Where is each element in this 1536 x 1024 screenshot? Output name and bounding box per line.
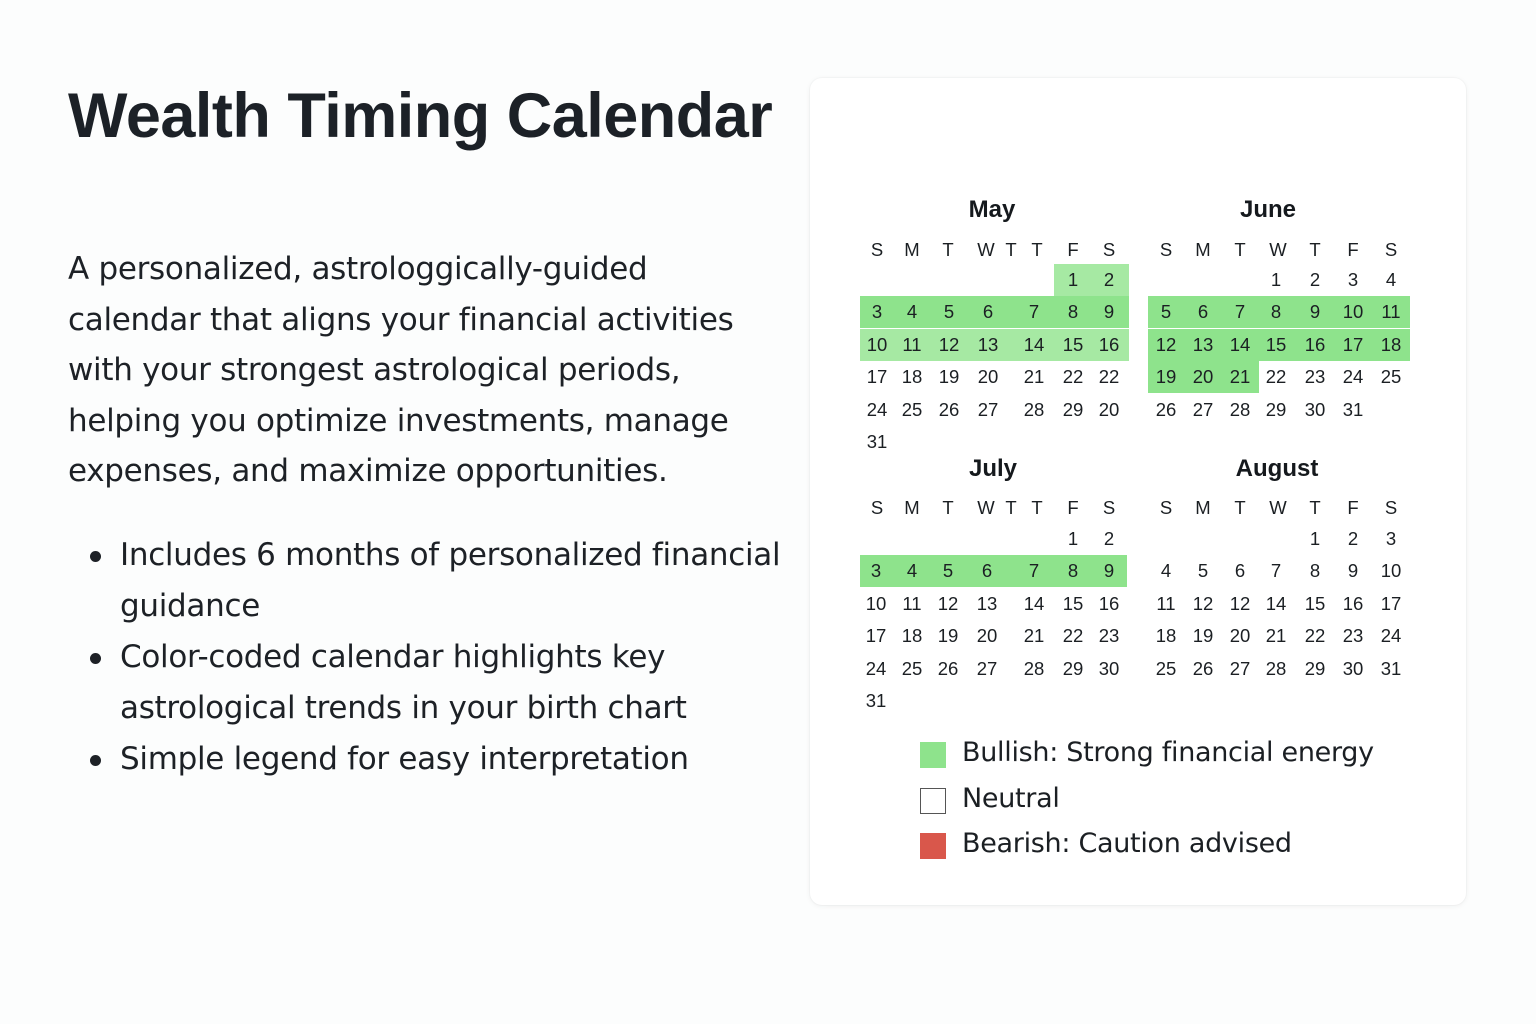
day-cell: 21	[1023, 366, 1045, 388]
day-cell: 30	[1304, 398, 1326, 420]
weekday-label: S	[870, 497, 884, 518]
day-cell: 19	[937, 625, 959, 647]
day-cell: 4	[906, 301, 918, 323]
weekday-label: F	[1347, 239, 1359, 260]
day-cell: 12	[1155, 333, 1177, 355]
weekday-label: S	[1159, 239, 1173, 260]
day-cell: 21	[1265, 625, 1287, 647]
highlight-band	[1054, 264, 1129, 296]
legend-label: Bearish: Caution advised	[962, 828, 1292, 859]
weekday-label: M	[904, 239, 920, 260]
weekday-label: S	[1384, 239, 1398, 260]
description: A personalized, astrologgically-guided calendar that aligns your financial activities with your strongest astrological periods, helping you optimize investments, manage expenses, and maximize opportunities.	[68, 251, 734, 489]
day-cell: 31	[1342, 398, 1364, 420]
day-cell: 19	[938, 366, 960, 388]
day-cell: 9	[1347, 560, 1359, 582]
weekday-label: T	[1005, 497, 1017, 518]
day-cell: 11	[902, 333, 922, 355]
day-cell: 29	[1304, 657, 1326, 679]
day-cell: 9	[1309, 301, 1321, 323]
day-cell: 6	[1234, 560, 1246, 582]
day-cell: 18	[901, 625, 923, 647]
day-cell: 5	[942, 560, 954, 582]
day-cell: 24	[1380, 625, 1402, 647]
day-cell: 3	[871, 301, 883, 323]
day-cell: 10	[865, 592, 887, 614]
day-cell: 31	[1380, 657, 1402, 679]
day-cell: 24	[1342, 366, 1364, 388]
day-cell: 27	[1192, 398, 1214, 420]
day-cell: 24	[866, 398, 888, 420]
day-cell: 20	[1098, 398, 1120, 420]
day-cell: 8	[1067, 301, 1079, 323]
day-cell: 19	[1192, 625, 1214, 647]
day-cell: 10	[1380, 560, 1402, 582]
weekday-label: T	[1031, 497, 1043, 518]
day-cell: 31	[866, 431, 888, 452]
day-cell: 25	[1155, 657, 1177, 679]
day-cell: 11	[902, 592, 922, 614]
day-cell: 2	[1103, 269, 1115, 290]
month-name: May	[968, 196, 1016, 223]
day-cell: 5	[1160, 301, 1172, 323]
day-cell: 5	[1197, 560, 1209, 582]
day-cell: 29	[1062, 398, 1084, 420]
day-cell: 18	[1155, 625, 1177, 647]
day-cell: 25	[901, 398, 923, 420]
day-cell: 4	[1385, 269, 1397, 290]
weekday-label: W	[977, 497, 995, 518]
day-cell: 7	[1234, 301, 1246, 323]
day-cell: 16	[1304, 333, 1326, 355]
day-cell: 21	[1023, 625, 1045, 647]
weekday-label: W	[1269, 239, 1287, 260]
day-cell: 14	[1023, 592, 1045, 614]
day-cell: 23	[1098, 625, 1120, 647]
day-cell: 7	[1270, 560, 1282, 582]
day-cell: 26	[1192, 657, 1214, 679]
weekday-label: S	[1102, 497, 1116, 518]
day-cell: 9	[1103, 301, 1115, 323]
legend-item-bullish	[920, 737, 1380, 768]
day-cell: 6	[1197, 301, 1209, 323]
day-cell: 12	[1229, 592, 1251, 614]
day-cell: 26	[938, 398, 960, 420]
legend-label: Bullish: Strong financial energy	[962, 737, 1374, 768]
day-cell: 18	[1380, 333, 1402, 355]
day-cell: 11	[1381, 301, 1401, 323]
day-cell: 3	[870, 560, 882, 582]
day-cell: 14	[1265, 592, 1287, 614]
day-cell: 30	[1098, 657, 1120, 679]
day-cell: 21	[1229, 366, 1251, 388]
day-cell: 26	[937, 657, 959, 679]
day-cell: 13	[976, 592, 998, 614]
month-name: August	[1235, 455, 1319, 482]
month-name: July	[968, 455, 1018, 482]
day-cell: 28	[1265, 657, 1287, 679]
highlight-band	[860, 296, 1129, 328]
neutral-swatch	[920, 788, 946, 814]
day-cell: 31	[865, 690, 887, 711]
day-cell: 3	[1347, 269, 1359, 290]
day-cell: 22	[1062, 366, 1084, 388]
day-cell: 29	[1265, 398, 1287, 420]
day-cell: 3	[1385, 528, 1397, 549]
day-cell: 22	[1062, 625, 1084, 647]
day-cell: 12	[938, 333, 960, 355]
day-cell: 4	[906, 560, 918, 582]
day-cell: 5	[943, 301, 955, 323]
day-cell: 28	[1023, 398, 1045, 420]
day-cell: 8	[1270, 301, 1282, 323]
day-cell: 23	[1342, 625, 1364, 647]
weekday-label: W	[1269, 497, 1287, 518]
day-cell: 15	[1265, 333, 1287, 355]
day-cell: 17	[866, 366, 888, 388]
day-cell: 27	[976, 657, 998, 679]
weekday-label: F	[1347, 497, 1359, 518]
weekday-label: M	[1195, 497, 1211, 518]
day-cell: 13	[1192, 333, 1214, 355]
day-cell: 14	[1229, 333, 1251, 355]
day-cell: 2	[1309, 269, 1321, 290]
day-cell: 24	[865, 657, 887, 679]
day-cell: 12	[937, 592, 959, 614]
day-cell: 22	[1098, 366, 1120, 388]
day-cell: 11	[1156, 592, 1176, 614]
day-cell: 13	[977, 333, 999, 355]
weekday-label: S	[1102, 239, 1116, 260]
weekday-label: S	[870, 239, 884, 260]
day-cell: 2	[1103, 528, 1115, 549]
day-cell: 17	[865, 625, 887, 647]
day-cell: 27	[1229, 657, 1251, 679]
bullish-swatch	[920, 742, 946, 768]
day-cell: 12	[1192, 592, 1214, 614]
legend-item-neutral	[920, 783, 1380, 814]
day-cell: 15	[1062, 592, 1084, 614]
feature-list	[68, 530, 820, 785]
day-cell: 10	[866, 333, 888, 355]
weekday-label: M	[1195, 239, 1211, 260]
page-title: Wealth Timing Calendar	[68, 81, 773, 151]
day-cell: 1	[1067, 528, 1079, 549]
day-cell: 20	[1229, 625, 1251, 647]
weekday-label: T	[1234, 497, 1246, 518]
weekday-label: F	[1067, 239, 1079, 260]
day-cell: 20	[977, 366, 999, 388]
day-cell: 16	[1098, 592, 1120, 614]
day-cell: 25	[1380, 366, 1402, 388]
day-cell: 30	[1342, 657, 1364, 679]
weekday-label: T	[1309, 497, 1321, 518]
day-cell: 17	[1342, 333, 1364, 355]
day-cell: 8	[1309, 560, 1321, 582]
day-cell: 19	[1155, 366, 1177, 388]
day-cell: 28	[1229, 398, 1251, 420]
day-cell: 25	[901, 657, 923, 679]
weekday-label: W	[977, 239, 995, 260]
day-cell: 7	[1028, 301, 1040, 323]
day-cell: 27	[977, 398, 999, 420]
day-cell: 2	[1347, 528, 1359, 549]
day-cell: 23	[1304, 366, 1326, 388]
legend-item-bearish	[920, 828, 1380, 859]
bearish-swatch	[920, 833, 946, 859]
day-cell: 14	[1023, 333, 1045, 355]
weekday-label: S	[1384, 497, 1398, 518]
day-cell: 17	[1380, 592, 1402, 614]
day-cell: 26	[1155, 398, 1177, 420]
feature-item: Simple legend for easy interpretation	[120, 734, 820, 785]
day-cell: 4	[1160, 560, 1172, 582]
weekday-label: T	[942, 497, 954, 518]
day-cell: 16	[1098, 333, 1120, 355]
weekday-label: F	[1067, 497, 1079, 518]
weekday-label: S	[1159, 497, 1173, 518]
weekday-label: T	[1234, 239, 1246, 260]
day-cell: 6	[982, 301, 994, 323]
day-cell: 28	[1023, 657, 1045, 679]
weekday-label: T	[942, 239, 954, 260]
weekday-label: M	[904, 497, 920, 518]
day-cell: 1	[1270, 269, 1282, 290]
weekday-label: T	[1309, 239, 1321, 260]
day-cell: 16	[1342, 592, 1364, 614]
day-cell: 22	[1304, 625, 1326, 647]
day-cell: 6	[981, 560, 993, 582]
day-cell: 29	[1062, 657, 1084, 679]
feature-item: Includes 6 months of personalized financial guidance	[120, 530, 820, 632]
weekday-label: T	[1031, 239, 1043, 260]
day-cell: 18	[901, 366, 923, 388]
day-cell: 22	[1265, 366, 1287, 388]
day-cell: 15	[1304, 592, 1326, 614]
month-name: June	[1239, 196, 1296, 223]
day-cell: 9	[1103, 560, 1115, 582]
day-cell: 10	[1342, 301, 1364, 323]
day-cell: 1	[1309, 528, 1321, 549]
day-cell: 7	[1028, 560, 1040, 582]
day-cell: 1	[1067, 269, 1079, 290]
feature-item: Color-coded calendar highlights key astrological trends in your birth chart	[120, 632, 820, 734]
legend-label: Neutral	[962, 783, 1060, 814]
day-cell: 20	[1192, 366, 1214, 388]
day-cell: 8	[1067, 560, 1079, 582]
day-cell: 15	[1062, 333, 1084, 355]
day-cell: 20	[976, 625, 998, 647]
highlight-band	[860, 555, 1127, 587]
weekday-label: T	[1005, 239, 1017, 260]
